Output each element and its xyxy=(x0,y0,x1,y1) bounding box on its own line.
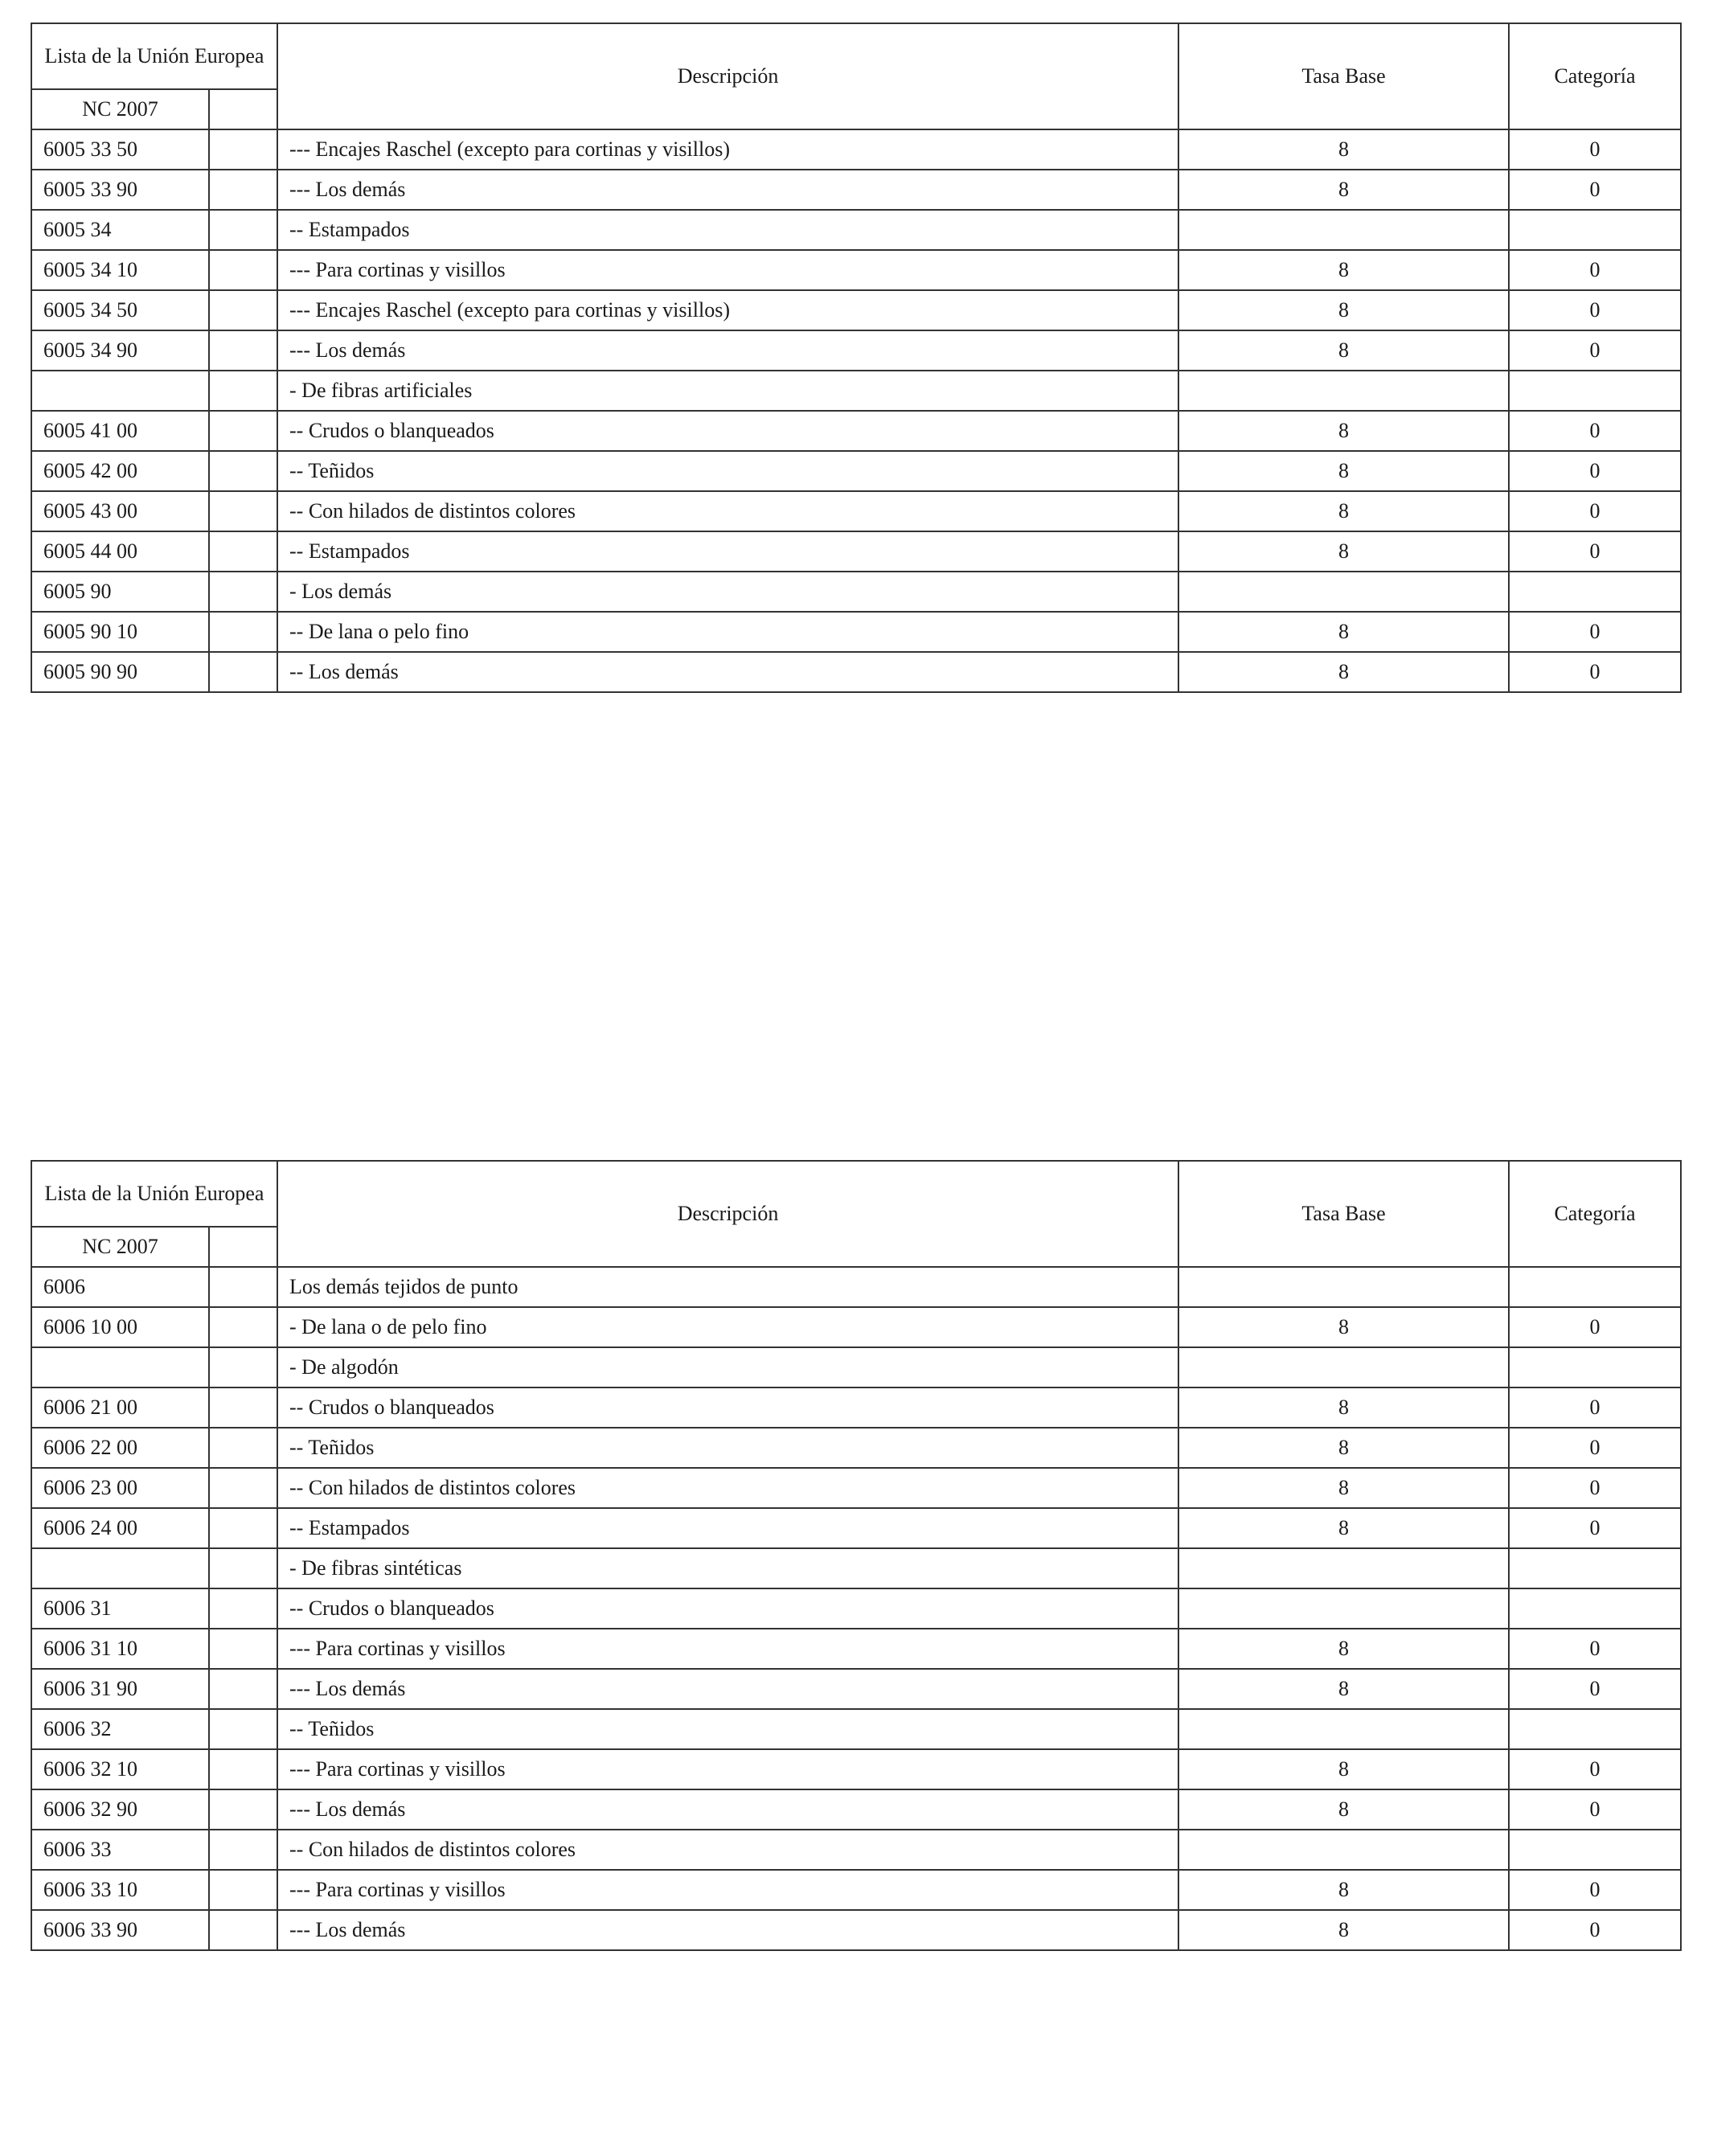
table-row xyxy=(31,1669,1681,1709)
table-row xyxy=(31,411,1681,451)
tariff-table xyxy=(31,1160,1682,1951)
nc-code-cell: 6006 31 10 xyxy=(31,1629,209,1669)
table-row xyxy=(31,1267,1681,1307)
category-cell: 0 xyxy=(1509,1749,1681,1789)
base-rate-cell: 8 xyxy=(1178,1910,1509,1950)
base-rate-cell xyxy=(1178,1548,1509,1588)
base-rate-cell xyxy=(1178,1709,1509,1749)
description-cell: -- Con hilados de distintos colores xyxy=(277,1468,1178,1508)
category-cell: 0 xyxy=(1509,250,1681,290)
description-cell: - De algodón xyxy=(277,1347,1178,1387)
description-cell: --- Para cortinas y visillos xyxy=(277,1629,1178,1669)
description-cell: -- Teñidos xyxy=(277,1709,1178,1749)
description-cell: -- Teñidos xyxy=(277,1428,1178,1468)
table-row xyxy=(31,572,1681,612)
base-rate-cell xyxy=(1178,1347,1509,1387)
table-body xyxy=(31,1267,1681,1950)
eu-list-header: Lista de la Unión Europea xyxy=(31,23,277,89)
blank-cell xyxy=(209,170,277,210)
description-cell: --- Para cortinas y visillos xyxy=(277,1870,1178,1910)
table-row xyxy=(31,1508,1681,1548)
category-cell: 0 xyxy=(1509,531,1681,572)
description-cell: -- Los demás xyxy=(277,652,1178,692)
base-rate-cell: 8 xyxy=(1178,1468,1509,1508)
blank-cell xyxy=(209,451,277,491)
category-cell: 0 xyxy=(1509,1508,1681,1548)
base-rate-cell xyxy=(1178,210,1509,250)
blank-header-cell xyxy=(209,89,277,129)
description-cell: -- Crudos o blanqueados xyxy=(277,411,1178,451)
blank-cell xyxy=(209,411,277,451)
description-cell: --- Los demás xyxy=(277,330,1178,371)
table-row xyxy=(31,531,1681,572)
blank-cell xyxy=(209,1307,277,1347)
eu-list-header: Lista de la Unión Europea xyxy=(31,1161,277,1227)
blank-cell xyxy=(209,652,277,692)
table-row xyxy=(31,1789,1681,1830)
description-cell: - De lana o de pelo fino xyxy=(277,1307,1178,1347)
blank-cell xyxy=(209,1508,277,1548)
description-cell: --- Para cortinas y visillos xyxy=(277,250,1178,290)
base-rate-cell: 8 xyxy=(1178,1508,1509,1548)
base-rate-cell: 8 xyxy=(1178,170,1509,210)
blank-cell xyxy=(209,1870,277,1910)
blank-cell xyxy=(209,371,277,411)
base-rate-cell: 8 xyxy=(1178,451,1509,491)
category-cell: 0 xyxy=(1509,491,1681,531)
nc-code-cell: 6006 33 90 xyxy=(31,1910,209,1950)
description-cell: --- Encajes Raschel (excepto para cortinas y visillos) xyxy=(277,129,1178,170)
nc-code-cell: 6005 42 00 xyxy=(31,451,209,491)
base-rate-cell: 8 xyxy=(1178,531,1509,572)
category-cell xyxy=(1509,1548,1681,1588)
table-row xyxy=(31,1428,1681,1468)
blank-cell xyxy=(209,1709,277,1749)
description-cell: -- De lana o pelo fino xyxy=(277,612,1178,652)
nc-code-cell: 6006 10 00 xyxy=(31,1307,209,1347)
table-row xyxy=(31,1870,1681,1910)
description-cell: --- Los demás xyxy=(277,1669,1178,1709)
category-cell: 0 xyxy=(1509,1307,1681,1347)
blank-cell xyxy=(209,1669,277,1709)
nc-code-cell: 6006 22 00 xyxy=(31,1428,209,1468)
nc-code-cell: 6005 34 xyxy=(31,210,209,250)
table-row xyxy=(31,1588,1681,1629)
category-cell: 0 xyxy=(1509,411,1681,451)
nc-code-cell: 6005 90 xyxy=(31,572,209,612)
base-rate-cell: 8 xyxy=(1178,411,1509,451)
category-cell xyxy=(1509,1267,1681,1307)
base-rate-cell: 8 xyxy=(1178,1428,1509,1468)
base-rate-cell: 8 xyxy=(1178,1870,1509,1910)
base-rate-header: Tasa Base xyxy=(1178,23,1509,129)
table-row xyxy=(31,1629,1681,1669)
description-cell: -- Crudos o blanqueados xyxy=(277,1588,1178,1629)
description-cell: - De fibras sintéticas xyxy=(277,1548,1178,1588)
blank-cell xyxy=(209,1830,277,1870)
category-cell: 0 xyxy=(1509,1789,1681,1830)
nc-code-cell: 6006 33 xyxy=(31,1830,209,1870)
category-cell: 0 xyxy=(1509,170,1681,210)
blank-cell xyxy=(209,1588,277,1629)
base-rate-cell xyxy=(1178,1588,1509,1629)
base-rate-cell: 8 xyxy=(1178,1669,1509,1709)
base-rate-cell: 8 xyxy=(1178,1387,1509,1428)
nc-code-cell: 6005 44 00 xyxy=(31,531,209,572)
base-rate-cell: 8 xyxy=(1178,290,1509,330)
nc-code-header: NC 2007 xyxy=(31,89,209,129)
base-rate-cell xyxy=(1178,1830,1509,1870)
blank-cell xyxy=(209,1629,277,1669)
nc-code-cell: 6006 31 xyxy=(31,1588,209,1629)
nc-code-cell: 6006 33 10 xyxy=(31,1870,209,1910)
blank-cell xyxy=(209,572,277,612)
category-cell xyxy=(1509,371,1681,411)
description-cell: -- Crudos o blanqueados xyxy=(277,1387,1178,1428)
blank-cell xyxy=(209,1468,277,1508)
description-header: Descripción xyxy=(277,23,1178,129)
table-row xyxy=(31,451,1681,491)
description-cell: --- Los demás xyxy=(277,1910,1178,1950)
nc-code-cell: 6005 90 90 xyxy=(31,652,209,692)
category-cell: 0 xyxy=(1509,330,1681,371)
blank-cell xyxy=(209,1347,277,1387)
table-row xyxy=(31,1347,1681,1387)
table-body xyxy=(31,129,1681,692)
nc-code-cell: 6006 23 00 xyxy=(31,1468,209,1508)
tariff-table xyxy=(31,23,1682,693)
category-header: Categoría xyxy=(1509,23,1681,129)
table-row xyxy=(31,1910,1681,1950)
blank-cell xyxy=(209,1428,277,1468)
nc-code-cell: 6005 41 00 xyxy=(31,411,209,451)
category-cell xyxy=(1509,1830,1681,1870)
description-cell: -- Estampados xyxy=(277,210,1178,250)
nc-code-cell: 6006 32 xyxy=(31,1709,209,1749)
table-row xyxy=(31,491,1681,531)
nc-code-cell: 6005 43 00 xyxy=(31,491,209,531)
blank-cell xyxy=(209,1548,277,1588)
table-row xyxy=(31,1307,1681,1347)
blank-cell xyxy=(209,250,277,290)
blank-cell xyxy=(209,330,277,371)
description-cell: --- Encajes Raschel (excepto para cortinas y visillos) xyxy=(277,290,1178,330)
nc-code-cell: 6006 32 10 xyxy=(31,1749,209,1789)
table-row xyxy=(31,1387,1681,1428)
table-row xyxy=(31,1749,1681,1789)
description-cell: -- Teñidos xyxy=(277,451,1178,491)
nc-code-cell: 6006 32 90 xyxy=(31,1789,209,1830)
nc-code-cell: 6005 34 10 xyxy=(31,250,209,290)
description-cell: -- Con hilados de distintos colores xyxy=(277,491,1178,531)
base-rate-header: Tasa Base xyxy=(1178,1161,1509,1267)
nc-code-cell: 6005 90 10 xyxy=(31,612,209,652)
table-row xyxy=(31,330,1681,371)
category-cell xyxy=(1509,1588,1681,1629)
base-rate-cell: 8 xyxy=(1178,250,1509,290)
description-cell: -- Estampados xyxy=(277,1508,1178,1548)
blank-header-cell xyxy=(209,1227,277,1267)
blank-cell xyxy=(209,290,277,330)
table-row xyxy=(31,250,1681,290)
category-cell: 0 xyxy=(1509,1910,1681,1950)
description-cell: --- Los demás xyxy=(277,170,1178,210)
base-rate-cell: 8 xyxy=(1178,1789,1509,1830)
nc-code-cell: 6006 xyxy=(31,1267,209,1307)
base-rate-cell: 8 xyxy=(1178,612,1509,652)
category-cell: 0 xyxy=(1509,129,1681,170)
nc-code-cell xyxy=(31,371,209,411)
nc-code-cell: 6005 33 50 xyxy=(31,129,209,170)
base-rate-cell xyxy=(1178,371,1509,411)
base-rate-cell: 8 xyxy=(1178,652,1509,692)
nc-code-cell: 6006 24 00 xyxy=(31,1508,209,1548)
category-cell: 0 xyxy=(1509,1428,1681,1468)
description-cell: - Los demás xyxy=(277,572,1178,612)
description-header: Descripción xyxy=(277,1161,1178,1267)
nc-code-cell: 6005 34 50 xyxy=(31,290,209,330)
table-row xyxy=(31,371,1681,411)
category-cell xyxy=(1509,1709,1681,1749)
description-cell: --- Los demás xyxy=(277,1789,1178,1830)
blank-cell xyxy=(209,491,277,531)
blank-cell xyxy=(209,612,277,652)
description-cell: Los demás tejidos de punto xyxy=(277,1267,1178,1307)
nc-code-cell: 6005 34 90 xyxy=(31,330,209,371)
description-cell: - De fibras artificiales xyxy=(277,371,1178,411)
nc-code-cell xyxy=(31,1548,209,1588)
category-cell: 0 xyxy=(1509,451,1681,491)
category-cell xyxy=(1509,1347,1681,1387)
nc-code-cell: 6006 21 00 xyxy=(31,1387,209,1428)
table-row xyxy=(31,1830,1681,1870)
base-rate-cell xyxy=(1178,1267,1509,1307)
category-cell xyxy=(1509,572,1681,612)
table-row xyxy=(31,210,1681,250)
base-rate-cell xyxy=(1178,572,1509,612)
blank-cell xyxy=(209,1910,277,1950)
table-row xyxy=(31,1709,1681,1749)
category-cell: 0 xyxy=(1509,652,1681,692)
category-cell xyxy=(1509,210,1681,250)
base-rate-cell: 8 xyxy=(1178,1307,1509,1347)
blank-cell xyxy=(209,531,277,572)
blank-cell xyxy=(209,1749,277,1789)
table-row xyxy=(31,612,1681,652)
description-cell: --- Para cortinas y visillos xyxy=(277,1749,1178,1789)
base-rate-cell: 8 xyxy=(1178,491,1509,531)
table-row xyxy=(31,652,1681,692)
category-header: Categoría xyxy=(1509,1161,1681,1267)
description-cell: -- Estampados xyxy=(277,531,1178,572)
table-row xyxy=(31,170,1681,210)
category-cell: 0 xyxy=(1509,1468,1681,1508)
blank-cell xyxy=(209,210,277,250)
blank-cell xyxy=(209,1267,277,1307)
table-row xyxy=(31,1548,1681,1588)
blank-cell xyxy=(209,129,277,170)
table-row xyxy=(31,129,1681,170)
nc-code-header: NC 2007 xyxy=(31,1227,209,1267)
category-cell: 0 xyxy=(1509,612,1681,652)
table-row xyxy=(31,1468,1681,1508)
base-rate-cell: 8 xyxy=(1178,330,1509,371)
nc-code-cell: 6005 33 90 xyxy=(31,170,209,210)
base-rate-cell: 8 xyxy=(1178,1749,1509,1789)
category-cell: 0 xyxy=(1509,290,1681,330)
category-cell: 0 xyxy=(1509,1387,1681,1428)
blank-cell xyxy=(209,1789,277,1830)
table-row xyxy=(31,290,1681,330)
blank-cell xyxy=(209,1387,277,1428)
nc-code-cell: 6006 31 90 xyxy=(31,1669,209,1709)
base-rate-cell: 8 xyxy=(1178,1629,1509,1669)
nc-code-cell xyxy=(31,1347,209,1387)
category-cell: 0 xyxy=(1509,1669,1681,1709)
category-cell: 0 xyxy=(1509,1629,1681,1669)
base-rate-cell: 8 xyxy=(1178,129,1509,170)
category-cell: 0 xyxy=(1509,1870,1681,1910)
description-cell: -- Con hilados de distintos colores xyxy=(277,1830,1178,1870)
